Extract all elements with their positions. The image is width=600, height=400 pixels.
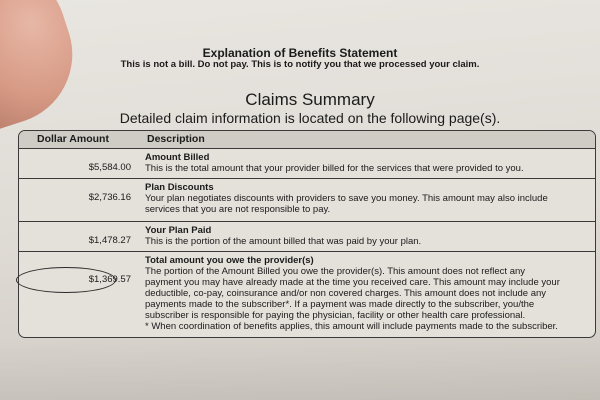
claims-summary-subtitle: Detailed claim information is located on the following page(s). xyxy=(119,110,501,126)
row-line: This is the total amount that your provider billed for the services that were provided to you. xyxy=(145,163,524,174)
row-label: Total amount you owe the provider(s) xyxy=(145,255,314,266)
table-row-total-owed xyxy=(19,252,595,336)
plan-paid-description xyxy=(145,225,591,247)
plan-paid-value: $1,478.27 xyxy=(88,235,131,246)
amount-billed-description xyxy=(145,152,591,174)
row-line: Your plan negotiates discounts with providers to save you money. This amount may also include xyxy=(145,193,548,204)
table-header-row xyxy=(19,131,595,149)
row-line: deductible, co-pay, coinsurance and/or non covered charges. This amount does not include any xyxy=(145,288,547,299)
column-header-description: Description xyxy=(147,133,205,145)
claims-summary-title: Claims Summary xyxy=(245,90,375,109)
total-owed-value: $1,369.57 xyxy=(88,274,131,285)
table-row-plan-discounts xyxy=(19,179,595,222)
column-header-amount: Dollar Amount xyxy=(37,133,109,145)
plan-discounts-value: $2,736.16 xyxy=(88,192,131,203)
row-line: services that you are not responsible to pay. xyxy=(145,204,331,215)
row-line: The portion of the Amount Billed you owe the provider(s). This amount does not reflect any xyxy=(145,266,526,277)
row-line: payments made to the subscriber*. If a payment was made directly to the subscriber, you/the xyxy=(145,299,535,310)
total-owed-description xyxy=(145,255,591,332)
plan-discounts-description xyxy=(145,182,591,215)
row-label: Your Plan Paid xyxy=(145,225,212,236)
row-line: subscriber is responsible for paying the physician, facility or other health care professional. xyxy=(145,310,526,321)
document-title: Explanation of Benefits Statement xyxy=(202,46,398,60)
row-line: This is the portion of the amount billed that was paid by your plan. xyxy=(145,236,422,247)
paper-shadow xyxy=(0,340,600,400)
handdrawn-circle-annotation xyxy=(16,267,116,293)
table-row-amount-billed xyxy=(19,149,595,179)
row-line: payment you may have already made at the time you received care. This amount may include your xyxy=(145,277,560,288)
row-line: * When coordination of benefits applies, this amount will include payments made to the subscriber. xyxy=(145,321,558,332)
document-notice: This is not a bill. Do not pay. This is to notify you that we processed your claim. xyxy=(120,59,480,70)
row-label: Amount Billed xyxy=(145,152,210,163)
row-label: Plan Discounts xyxy=(145,182,214,193)
amount-billed-value: $5,584.00 xyxy=(88,162,131,173)
table-row-plan-paid xyxy=(19,222,595,252)
claims-summary-table xyxy=(18,130,596,338)
